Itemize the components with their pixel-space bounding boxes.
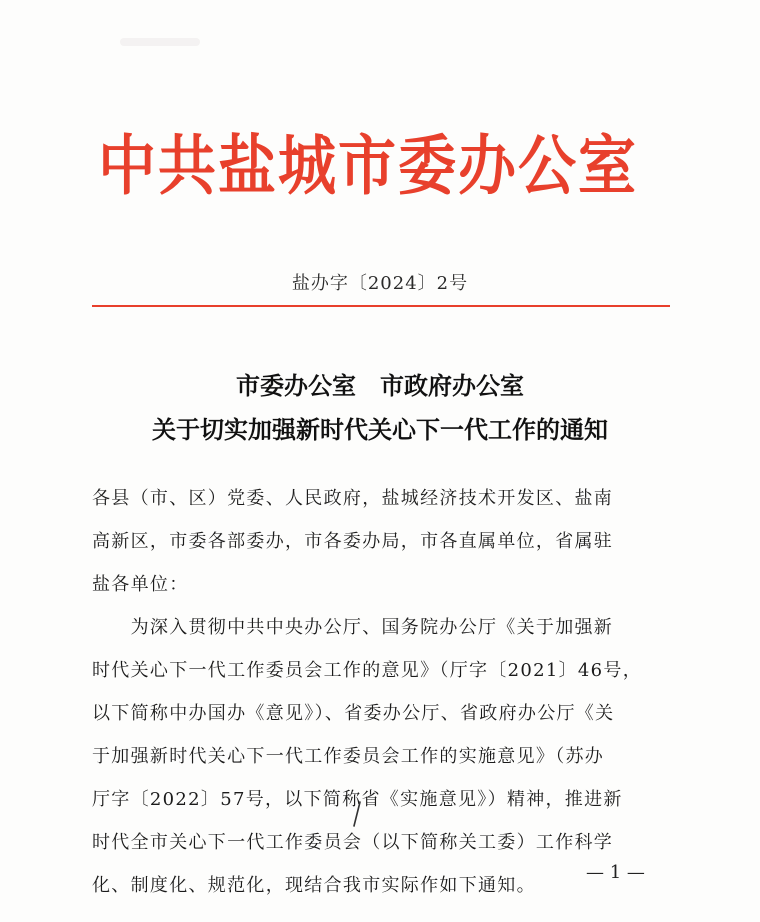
body-line: 时代关心下一代工作委员会工作的意见》（厅字〔2021〕46号， (92, 660, 643, 681)
document-number: 盐办字〔2024〕2号 (291, 273, 469, 294)
body-line: 盐各单位： (92, 574, 189, 595)
body-line: 高新区，市委各部委办，市各委办局，市各直属单位，省属驻 (92, 531, 614, 552)
body-line: 为深入贯彻中共中央办公厅、国务院办公厅《关于加强新 (92, 617, 614, 638)
title-line-2: 关于切实加强新时代关心下一代工作的通知 (152, 415, 608, 444)
body-line: 厅字〔2022〕57号，以下简称省《实施意见》）精神，推进新 (92, 789, 623, 810)
body-line: 以下简称中办国办《意见》）、省委办公厅、省政府办公厅《关 (92, 703, 615, 724)
page-number: — 1 — (586, 862, 645, 883)
body-line: 于加强新时代关心下一代工作委员会工作的实施意见》（苏办 (92, 746, 605, 767)
scan-smudge (120, 38, 200, 46)
title-line-1: 市委办公室 市政府办公室 (236, 371, 524, 400)
body-line: 各县（市、区）党委、人民政府，盐城经济技术开发区、盐南 (92, 488, 614, 509)
body-line: 化、制度化、规范化，现结合我市实际作如下通知。 (92, 875, 536, 896)
issuing-organization-header: 中共盐城市委办公室 (98, 127, 639, 204)
body-line: 时代全市关心下一代工作委员会（以下简称关工委）工作科学 (92, 832, 614, 853)
red-separator-line (92, 305, 670, 307)
